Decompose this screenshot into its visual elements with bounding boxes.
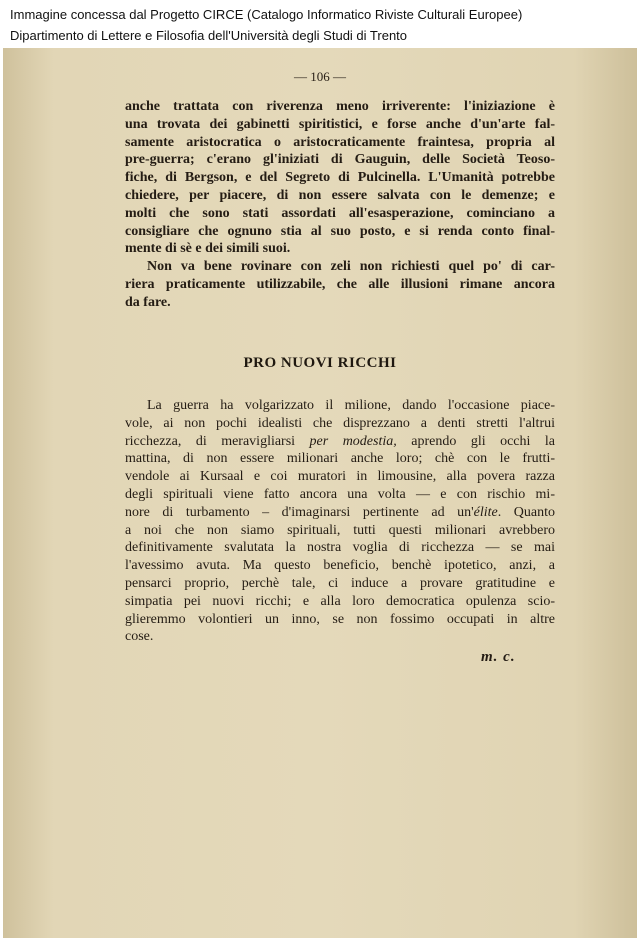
text-line: pre-guerra; c'erano gl'iniziati di Gauguin, delle Società Teoso-	[125, 152, 555, 168]
text-line: anche trattata con riverenza meno irriverente: l'iniziazione è	[125, 99, 555, 114]
emphasis: élite	[473, 504, 498, 520]
text-line: vendole ai Kursaal e coi muratori in limousine, alla povera razza	[125, 469, 555, 485]
text-line: definitivamente svalutata la nostra voglia di ricchezza — se mai	[125, 540, 555, 556]
text-line: a noi che non siamo spirituali, tutti questi milionari avrebbero	[125, 522, 555, 538]
text-line: riera praticamente utilizzabile, che alle illusioni rimane ancora	[125, 276, 555, 292]
scanned-page	[3, 48, 637, 938]
text-line: una trovata dei gabinetti spiritistici, e forse anche d'un'arte fal-	[125, 116, 555, 132]
page-number: — 106 —	[294, 69, 346, 84]
text-line: mente di sè e dei simili suoi.	[125, 241, 291, 257]
text-line: nore di turbamento – d'imaginarsi pertinente ad un'élite. Quanto	[125, 504, 556, 520]
text-line: l'avessimo avuta. Ma questo beneficio, benchè ipotetico, anzi, a	[125, 558, 555, 574]
text-line: ricchezza, di meravigliarsi per modestia, aprendo gli occhi la	[125, 433, 555, 449]
text-line: consigliare che ognuno stia al suo posto, e si renda conto final-	[125, 223, 555, 239]
text-line: La guerra ha volgarizzato il milione, dando l'occasione piace-	[147, 398, 555, 413]
author-signature: m. c.	[481, 649, 516, 665]
text-line: da fare.	[125, 294, 171, 310]
text-line: cose.	[125, 629, 154, 645]
text-line: simpatia pei nuovi ricchi; e alla loro democratica opulenza scio-	[125, 593, 555, 609]
text-line: glieremmo volontieri un inno, se non fossimo occupati in altre	[125, 611, 555, 627]
text-line: samente aristocratica o aristocraticamente fraintesa, propria al	[125, 134, 555, 150]
text-line: fiche, di Bergson, e del Segreto di Pulcinella. L'Umanità potrebbe	[125, 170, 555, 186]
text-line: pensarci proprio, perchè tale, ci induce a provare gratitudine e	[125, 575, 555, 591]
credit-line-2: Dipartimento di Lettere e Filosofia dell'Università degli Studi di Trento	[10, 28, 408, 43]
text-line: degli spirituali viene fatto ancora una volta — e con rischio mi-	[125, 486, 555, 502]
intro-paragraph	[125, 98, 555, 312]
article-heading: PRO NUOVI RICCHI	[243, 355, 397, 371]
text-line: Non va bene rovinare con zeli non richiesti quel po' di car-	[147, 259, 555, 275]
text-line: mattina, di non essere milionari anche loro; chè con le frutti-	[125, 451, 555, 467]
article-body	[125, 397, 555, 646]
text-line: vole, ai non pochi idealisti che disprezzano a denti stretti l'altrui	[125, 415, 555, 431]
emphasis: per modestia,	[309, 433, 397, 449]
image-credit	[0, 0, 640, 48]
text-line: molti che sono stati assordati all'esasperazione, cominciano a	[125, 205, 555, 221]
text-line: chiedere, per piacere, di non essere salvata con le demenze; e	[125, 187, 555, 203]
credit-line-1: Immagine concessa dal Progetto CIRCE (Catalogo Informatico Riviste Culturali Europee)	[10, 7, 523, 22]
